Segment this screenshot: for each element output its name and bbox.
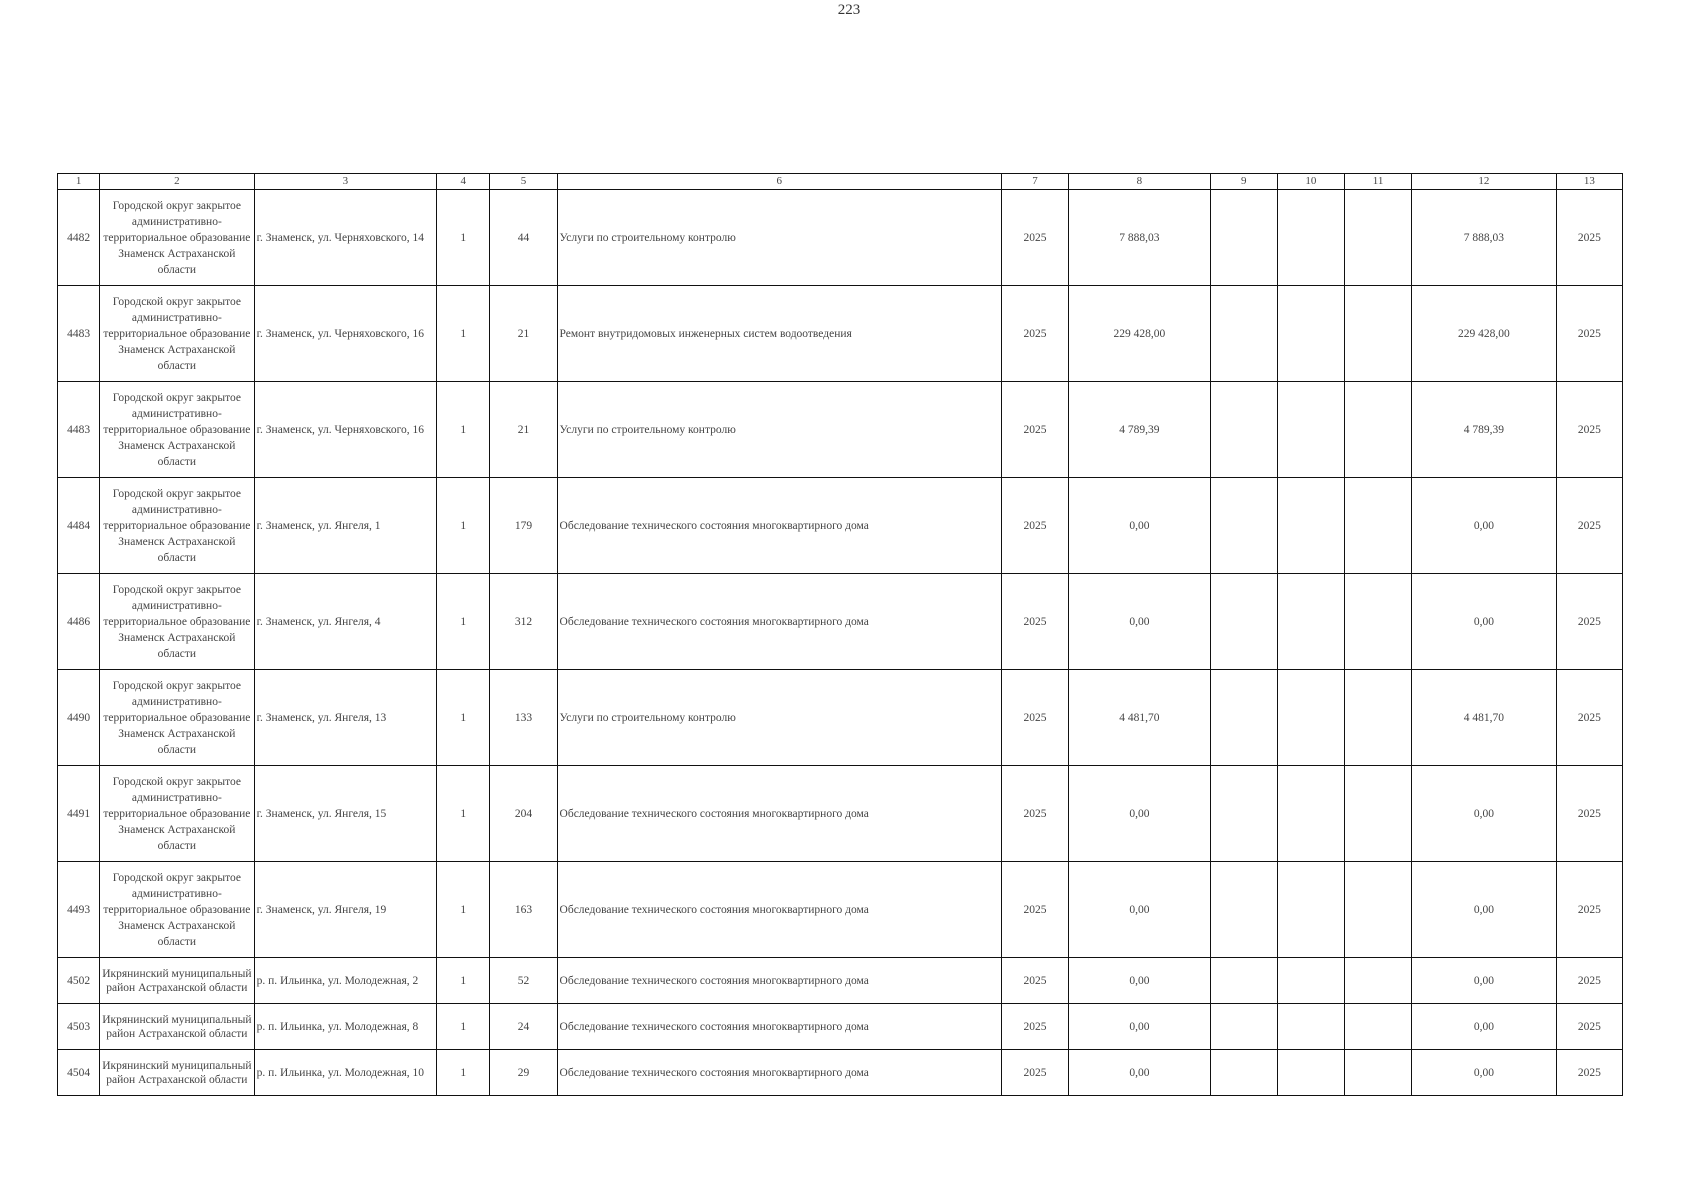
- cell-completion-year: 2025: [1556, 862, 1622, 958]
- cell-amount-total: 0,00: [1412, 574, 1556, 670]
- cell-address: г. Знаменск, ул. Черняховского, 16: [254, 286, 437, 382]
- column-header: 1: [58, 174, 100, 190]
- cell-year: 2025: [1001, 1004, 1068, 1050]
- cell-col-9: [1210, 1004, 1277, 1050]
- cell-completion-year: 2025: [1556, 478, 1622, 574]
- cell-row-number: 4482: [58, 190, 100, 286]
- cell-col-10: [1277, 1004, 1344, 1050]
- cell-address: г. Знаменск, ул. Черняховского, 16: [254, 382, 437, 478]
- cell-year: 2025: [1001, 670, 1068, 766]
- cell-count: 1: [437, 382, 490, 478]
- cell-col-9: [1210, 862, 1277, 958]
- cell-amount-total: 4 481,70: [1412, 670, 1556, 766]
- cell-amount: 4 789,39: [1069, 382, 1210, 478]
- cell-building-ref: 24: [490, 1004, 557, 1050]
- cell-building-ref: 29: [490, 1050, 557, 1096]
- cell-completion-year: 2025: [1556, 286, 1622, 382]
- cell-col-9: [1210, 958, 1277, 1004]
- cell-count: 1: [437, 1050, 490, 1096]
- cell-col-9: [1210, 190, 1277, 286]
- cell-municipality: Городской округ закрытое административно-территориальное образование Знаменск Астраханской области: [100, 190, 254, 286]
- column-header: 6: [557, 174, 1001, 190]
- cell-col-10: [1277, 1050, 1344, 1096]
- column-header: 9: [1210, 174, 1277, 190]
- cell-work-type: Обследование технического состояния многоквартирного дома: [557, 958, 1001, 1004]
- cell-building-ref: 133: [490, 670, 557, 766]
- cell-work-type: Обследование технического состояния многоквартирного дома: [557, 478, 1001, 574]
- cell-amount: 229 428,00: [1069, 286, 1210, 382]
- cell-col-10: [1277, 190, 1344, 286]
- cell-year: 2025: [1001, 862, 1068, 958]
- column-header: 8: [1069, 174, 1210, 190]
- cell-count: 1: [437, 862, 490, 958]
- cell-count: 1: [437, 190, 490, 286]
- cell-municipality: Городской округ закрытое административно-территориальное образование Знаменск Астраханской области: [100, 862, 254, 958]
- column-header: 4: [437, 174, 490, 190]
- cell-col-9: [1210, 670, 1277, 766]
- cell-row-number: 4483: [58, 382, 100, 478]
- cell-col-11: [1345, 382, 1412, 478]
- cell-amount: 0,00: [1069, 1050, 1210, 1096]
- cell-building-ref: 52: [490, 958, 557, 1004]
- cell-address: г. Знаменск, ул. Янгеля, 15: [254, 766, 437, 862]
- cell-completion-year: 2025: [1556, 766, 1622, 862]
- cell-completion-year: 2025: [1556, 958, 1622, 1004]
- cell-building-ref: 204: [490, 766, 557, 862]
- cell-work-type: Обследование технического состояния многоквартирного дома: [557, 862, 1001, 958]
- cell-amount: 0,00: [1069, 862, 1210, 958]
- cell-amount: 0,00: [1069, 958, 1210, 1004]
- cell-municipality: Городской округ закрытое административно-территориальное образование Знаменск Астраханской области: [100, 382, 254, 478]
- cell-col-10: [1277, 478, 1344, 574]
- cell-address: г. Знаменск, ул. Янгеля, 19: [254, 862, 437, 958]
- column-header: 5: [490, 174, 557, 190]
- column-header: 12: [1412, 174, 1556, 190]
- cell-building-ref: 44: [490, 190, 557, 286]
- cell-building-ref: 21: [490, 286, 557, 382]
- cell-col-10: [1277, 670, 1344, 766]
- cell-col-10: [1277, 862, 1344, 958]
- cell-amount-total: 0,00: [1412, 1004, 1556, 1050]
- cell-work-type: Обследование технического состояния многоквартирного дома: [557, 574, 1001, 670]
- cell-col-9: [1210, 1050, 1277, 1096]
- cell-work-type: Обследование технического состояния многоквартирного дома: [557, 766, 1001, 862]
- cell-completion-year: 2025: [1556, 190, 1622, 286]
- cell-year: 2025: [1001, 958, 1068, 1004]
- cell-completion-year: 2025: [1556, 670, 1622, 766]
- column-header: 7: [1001, 174, 1068, 190]
- cell-address: г. Знаменск, ул. Янгеля, 4: [254, 574, 437, 670]
- cell-row-number: 4491: [58, 766, 100, 862]
- cell-year: 2025: [1001, 1050, 1068, 1096]
- cell-col-11: [1345, 766, 1412, 862]
- cell-completion-year: 2025: [1556, 382, 1622, 478]
- cell-amount: 0,00: [1069, 766, 1210, 862]
- table-row: [58, 766, 1623, 862]
- cell-building-ref: 163: [490, 862, 557, 958]
- cell-municipality: Городской округ закрытое административно-территориальное образование Знаменск Астраханской области: [100, 286, 254, 382]
- cell-row-number: 4493: [58, 862, 100, 958]
- cell-count: 1: [437, 286, 490, 382]
- cell-work-type: Услуги по строительному контролю: [557, 190, 1001, 286]
- cell-address: г. Знаменск, ул. Черняховского, 14: [254, 190, 437, 286]
- cell-completion-year: 2025: [1556, 1004, 1622, 1050]
- cell-amount: 0,00: [1069, 478, 1210, 574]
- column-header: 3: [254, 174, 437, 190]
- table-row: [58, 670, 1623, 766]
- cell-row-number: 4490: [58, 670, 100, 766]
- cell-col-10: [1277, 574, 1344, 670]
- cell-col-9: [1210, 286, 1277, 382]
- cell-municipality: Городской округ закрытое административно-территориальное образование Знаменск Астраханской области: [100, 478, 254, 574]
- table-row: [58, 382, 1623, 478]
- cell-municipality: Городской округ закрытое административно-территориальное образование Знаменск Астраханской области: [100, 574, 254, 670]
- cell-row-number: 4486: [58, 574, 100, 670]
- column-header: 2: [100, 174, 254, 190]
- cell-row-number: 4483: [58, 286, 100, 382]
- cell-row-number: 4484: [58, 478, 100, 574]
- column-header: 11: [1345, 174, 1412, 190]
- cell-year: 2025: [1001, 478, 1068, 574]
- cell-year: 2025: [1001, 190, 1068, 286]
- table-row: [58, 1050, 1623, 1096]
- cell-work-type: Услуги по строительному контролю: [557, 670, 1001, 766]
- table-body: [58, 190, 1623, 1096]
- cell-amount: 0,00: [1069, 1004, 1210, 1050]
- cell-count: 1: [437, 766, 490, 862]
- cell-col-9: [1210, 766, 1277, 862]
- cell-address: р. п. Ильинка, ул. Молодежная, 10: [254, 1050, 437, 1096]
- cell-amount-total: 229 428,00: [1412, 286, 1556, 382]
- cell-row-number: 4502: [58, 958, 100, 1004]
- cell-amount-total: 0,00: [1412, 1050, 1556, 1096]
- cell-amount-total: 0,00: [1412, 958, 1556, 1004]
- table-row: [58, 190, 1623, 286]
- cell-work-type: Ремонт внутридомовых инженерных систем водоотведения: [557, 286, 1001, 382]
- column-number-row: [58, 174, 1623, 190]
- cell-work-type: Обследование технического состояния многоквартирного дома: [557, 1050, 1001, 1096]
- cell-amount-total: 0,00: [1412, 766, 1556, 862]
- table-row: [58, 958, 1623, 1004]
- cell-amount-total: 0,00: [1412, 862, 1556, 958]
- register-table: [57, 173, 1623, 1096]
- cell-row-number: 4503: [58, 1004, 100, 1050]
- cell-count: 1: [437, 1004, 490, 1050]
- cell-col-11: [1345, 1004, 1412, 1050]
- column-header: 13: [1556, 174, 1622, 190]
- cell-col-10: [1277, 286, 1344, 382]
- cell-building-ref: 312: [490, 574, 557, 670]
- table-row: [58, 1004, 1623, 1050]
- cell-municipality: Икрянинский муниципальный район Астраханской области: [100, 1004, 254, 1050]
- cell-address: р. п. Ильинка, ул. Молодежная, 2: [254, 958, 437, 1004]
- table-row: [58, 286, 1623, 382]
- cell-col-10: [1277, 958, 1344, 1004]
- cell-building-ref: 21: [490, 382, 557, 478]
- column-header: 10: [1277, 174, 1344, 190]
- cell-col-11: [1345, 1050, 1412, 1096]
- cell-count: 1: [437, 478, 490, 574]
- cell-amount: 7 888,03: [1069, 190, 1210, 286]
- cell-address: г. Знаменск, ул. Янгеля, 1: [254, 478, 437, 574]
- cell-col-11: [1345, 670, 1412, 766]
- page-number: 223: [837, 2, 861, 18]
- cell-municipality: Икрянинский муниципальный район Астраханской области: [100, 1050, 254, 1096]
- cell-amount-total: 4 789,39: [1412, 382, 1556, 478]
- cell-work-type: Услуги по строительному контролю: [557, 382, 1001, 478]
- cell-amount-total: 0,00: [1412, 478, 1556, 574]
- cell-completion-year: 2025: [1556, 1050, 1622, 1096]
- cell-municipality: Городской округ закрытое административно-территориальное образование Знаменск Астраханской области: [100, 670, 254, 766]
- cell-address: р. п. Ильинка, ул. Молодежная, 8: [254, 1004, 437, 1050]
- cell-col-11: [1345, 478, 1412, 574]
- table-row: [58, 862, 1623, 958]
- cell-building-ref: 179: [490, 478, 557, 574]
- cell-col-10: [1277, 766, 1344, 862]
- cell-col-11: [1345, 862, 1412, 958]
- cell-count: 1: [437, 574, 490, 670]
- cell-year: 2025: [1001, 286, 1068, 382]
- cell-col-11: [1345, 574, 1412, 670]
- cell-completion-year: 2025: [1556, 574, 1622, 670]
- cell-year: 2025: [1001, 382, 1068, 478]
- cell-year: 2025: [1001, 574, 1068, 670]
- cell-col-9: [1210, 382, 1277, 478]
- cell-col-11: [1345, 190, 1412, 286]
- cell-address: г. Знаменск, ул. Янгеля, 13: [254, 670, 437, 766]
- cell-amount: 4 481,70: [1069, 670, 1210, 766]
- cell-col-9: [1210, 574, 1277, 670]
- cell-col-10: [1277, 382, 1344, 478]
- cell-year: 2025: [1001, 766, 1068, 862]
- table-row: [58, 574, 1623, 670]
- cell-row-number: 4504: [58, 1050, 100, 1096]
- cell-col-11: [1345, 286, 1412, 382]
- cell-count: 1: [437, 958, 490, 1004]
- cell-col-11: [1345, 958, 1412, 1004]
- cell-work-type: Обследование технического состояния многоквартирного дома: [557, 1004, 1001, 1050]
- cell-amount: 0,00: [1069, 574, 1210, 670]
- cell-municipality: Городской округ закрытое административно-территориальное образование Знаменск Астраханской области: [100, 766, 254, 862]
- cell-col-9: [1210, 478, 1277, 574]
- cell-municipality: Икрянинский муниципальный район Астраханской области: [100, 958, 254, 1004]
- cell-amount-total: 7 888,03: [1412, 190, 1556, 286]
- table-row: [58, 478, 1623, 574]
- cell-count: 1: [437, 670, 490, 766]
